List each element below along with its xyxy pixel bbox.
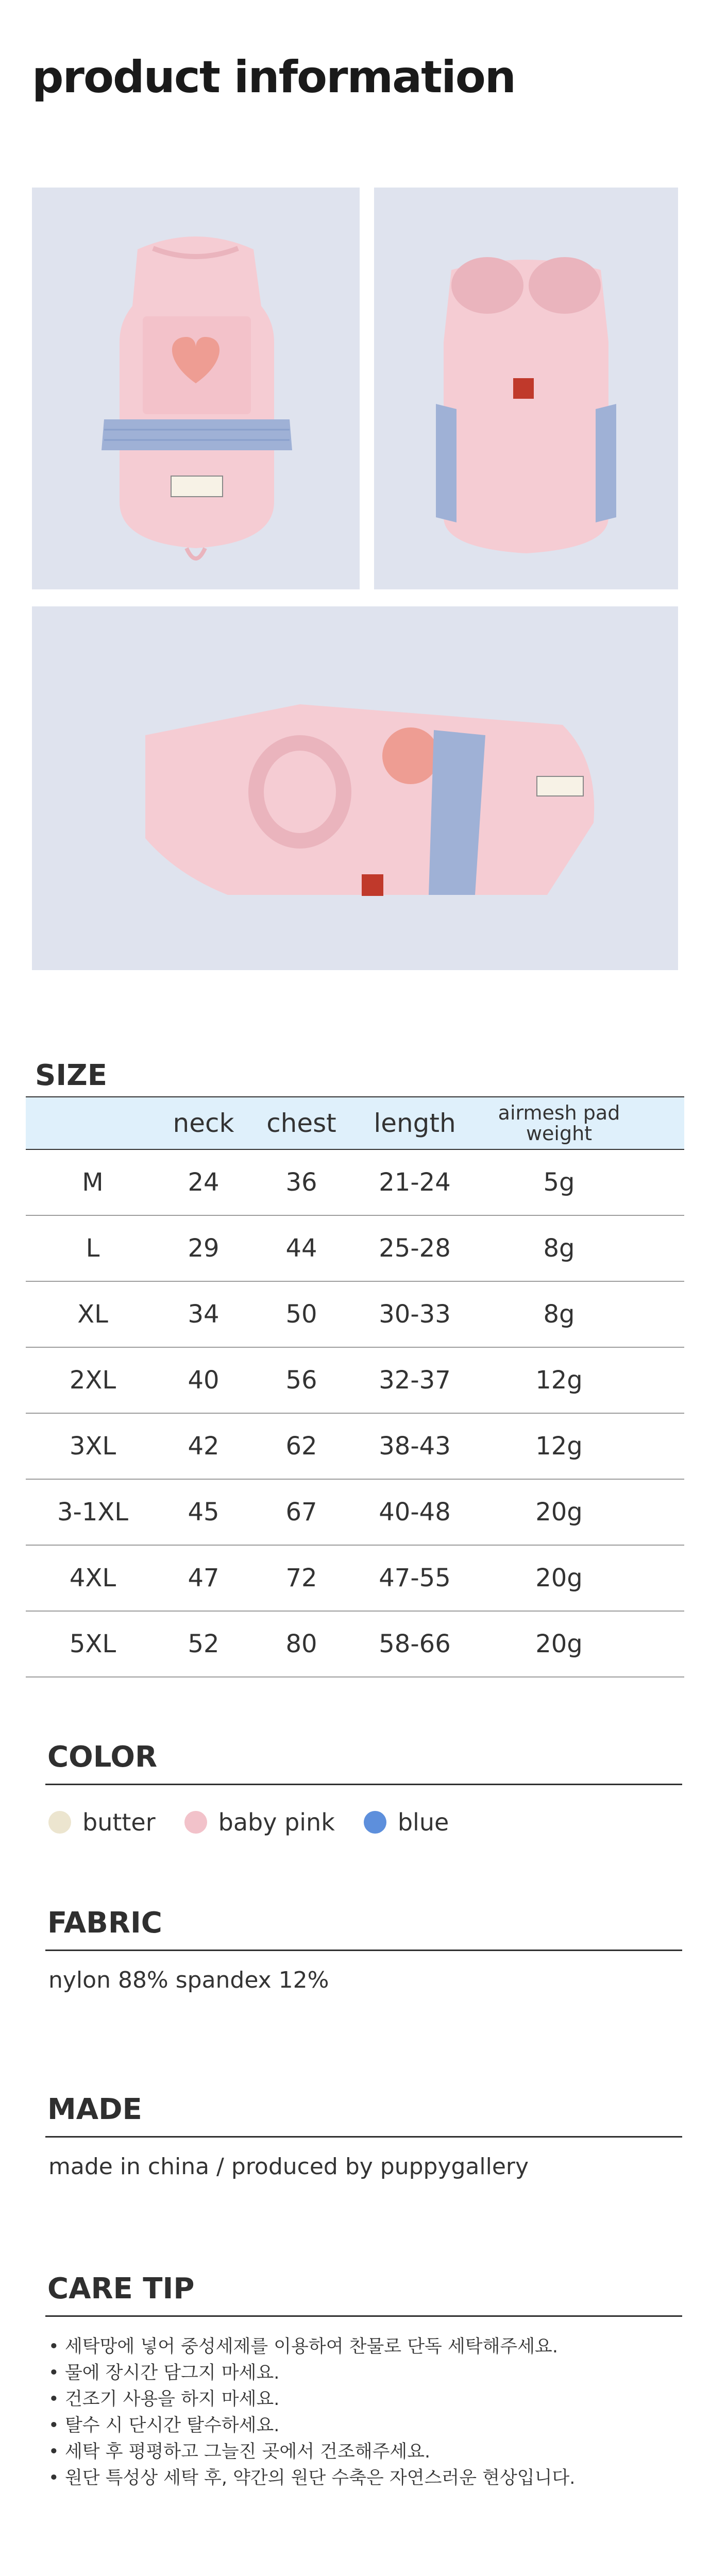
header-chest: chest [266, 1108, 336, 1138]
made-divider [45, 2136, 682, 2138]
table-row [26, 1612, 684, 1677]
length-cell: 58-66 [379, 1630, 451, 1658]
length-cell: 38-43 [379, 1432, 451, 1461]
list-item: • 탈수 시 단시간 탈수하세요. [48, 2413, 677, 2439]
size-cell: M [82, 1168, 104, 1197]
list-item: • 원단 특성상 세탁 후, 약간의 원단 수축은 자연스러운 현상입니다. [48, 2465, 677, 2492]
neck-cell: 24 [188, 1168, 219, 1197]
neck-cell: 29 [188, 1234, 219, 1263]
chest-cell: 56 [285, 1366, 317, 1395]
color-label: butter [82, 1808, 156, 1836]
table-row [26, 1150, 684, 1216]
front-view-illustration [32, 188, 360, 589]
size-table-header [26, 1096, 684, 1150]
color-swatch [48, 1811, 71, 1834]
size-table [26, 1096, 684, 1677]
chest-cell: 67 [285, 1498, 317, 1527]
color-swatch [364, 1811, 386, 1834]
color-label: baby pink [218, 1808, 335, 1836]
length-cell: 21-24 [379, 1168, 451, 1197]
length-cell: 40-48 [379, 1498, 451, 1527]
list-item: • 물에 장시간 담그지 마세요. [48, 2360, 677, 2386]
weight-cell: 20g [535, 1630, 583, 1658]
chest-cell: 50 [285, 1300, 317, 1329]
care-section-title: CARE TIP [47, 2272, 195, 2306]
color-option-butter [48, 1808, 156, 1836]
color-label: blue [397, 1808, 449, 1836]
chest-cell: 44 [285, 1234, 317, 1263]
size-cell: L [86, 1234, 100, 1263]
neck-cell: 52 [188, 1630, 219, 1658]
chest-cell: 80 [285, 1630, 317, 1658]
care-list [48, 2334, 677, 2492]
list-item: • 건조기 사용을 하지 마세요. [48, 2386, 677, 2413]
size-cell: 5XL [69, 1630, 116, 1658]
weight-cell: 8g [543, 1234, 575, 1263]
chest-cell: 62 [285, 1432, 317, 1461]
table-row [26, 1480, 684, 1546]
table-row [26, 1282, 684, 1348]
neck-cell: 40 [188, 1366, 219, 1395]
neck-cell: 45 [188, 1498, 219, 1527]
length-cell: 30-33 [379, 1300, 451, 1329]
size-cell: XL [77, 1300, 108, 1329]
fabric-divider [45, 1950, 682, 1951]
neck-cell: 34 [188, 1300, 219, 1329]
care-divider [45, 2315, 682, 2317]
length-cell: 32-37 [379, 1366, 451, 1395]
list-item: • 세탁망에 넣어 중성세제를 이용하여 찬물로 단독 세탁해주세요. [48, 2334, 677, 2360]
page-title: product information [32, 52, 516, 103]
neck-cell: 42 [188, 1432, 219, 1461]
weight-cell: 12g [535, 1432, 583, 1461]
made-section-title: MADE [47, 2093, 142, 2126]
color-divider [45, 1784, 682, 1785]
color-section-title: COLOR [47, 1740, 158, 1774]
weight-cell: 20g [535, 1564, 583, 1592]
weight-cell: 12g [535, 1366, 583, 1395]
header-length: length [374, 1108, 456, 1138]
size-cell: 2XL [69, 1366, 116, 1395]
table-row [26, 1348, 684, 1414]
size-cell: 4XL [69, 1564, 116, 1592]
length-cell: 25-28 [379, 1234, 451, 1263]
list-item: • 세탁 후 평평하고 그늘진 곳에서 건조해주세요. [48, 2439, 677, 2465]
product-photo-front [32, 188, 360, 589]
weight-cell: 5g [543, 1168, 575, 1197]
table-row [26, 1546, 684, 1612]
weight-cell: 8g [543, 1300, 575, 1329]
weight-cell: 20g [535, 1498, 583, 1527]
fabric-text: nylon 88% spandex 12% [48, 1967, 329, 1993]
length-cell: 47-55 [379, 1564, 451, 1592]
header-pad-weight: airmesh pad weight [498, 1101, 620, 1145]
table-row [26, 1414, 684, 1480]
chest-cell: 72 [285, 1564, 317, 1592]
color-option-baby-pink [184, 1808, 335, 1836]
size-cell: 3XL [69, 1432, 116, 1461]
made-text: made in china / produced by puppygallery [48, 2154, 529, 2180]
size-cell: 3-1XL [57, 1498, 129, 1527]
color-swatch [184, 1811, 207, 1834]
neck-cell: 47 [188, 1564, 219, 1592]
back-view-illustration [374, 188, 678, 589]
color-option-blue [364, 1808, 449, 1836]
product-photo-back [374, 188, 678, 589]
color-options [48, 1808, 449, 1836]
header-neck: neck [173, 1108, 234, 1138]
fabric-section-title: FABRIC [47, 1906, 162, 1940]
side-view-illustration [32, 606, 678, 970]
table-row [26, 1216, 684, 1282]
chest-cell: 36 [285, 1168, 317, 1197]
product-photo-side [32, 606, 678, 970]
size-section-title: SIZE [35, 1059, 108, 1092]
